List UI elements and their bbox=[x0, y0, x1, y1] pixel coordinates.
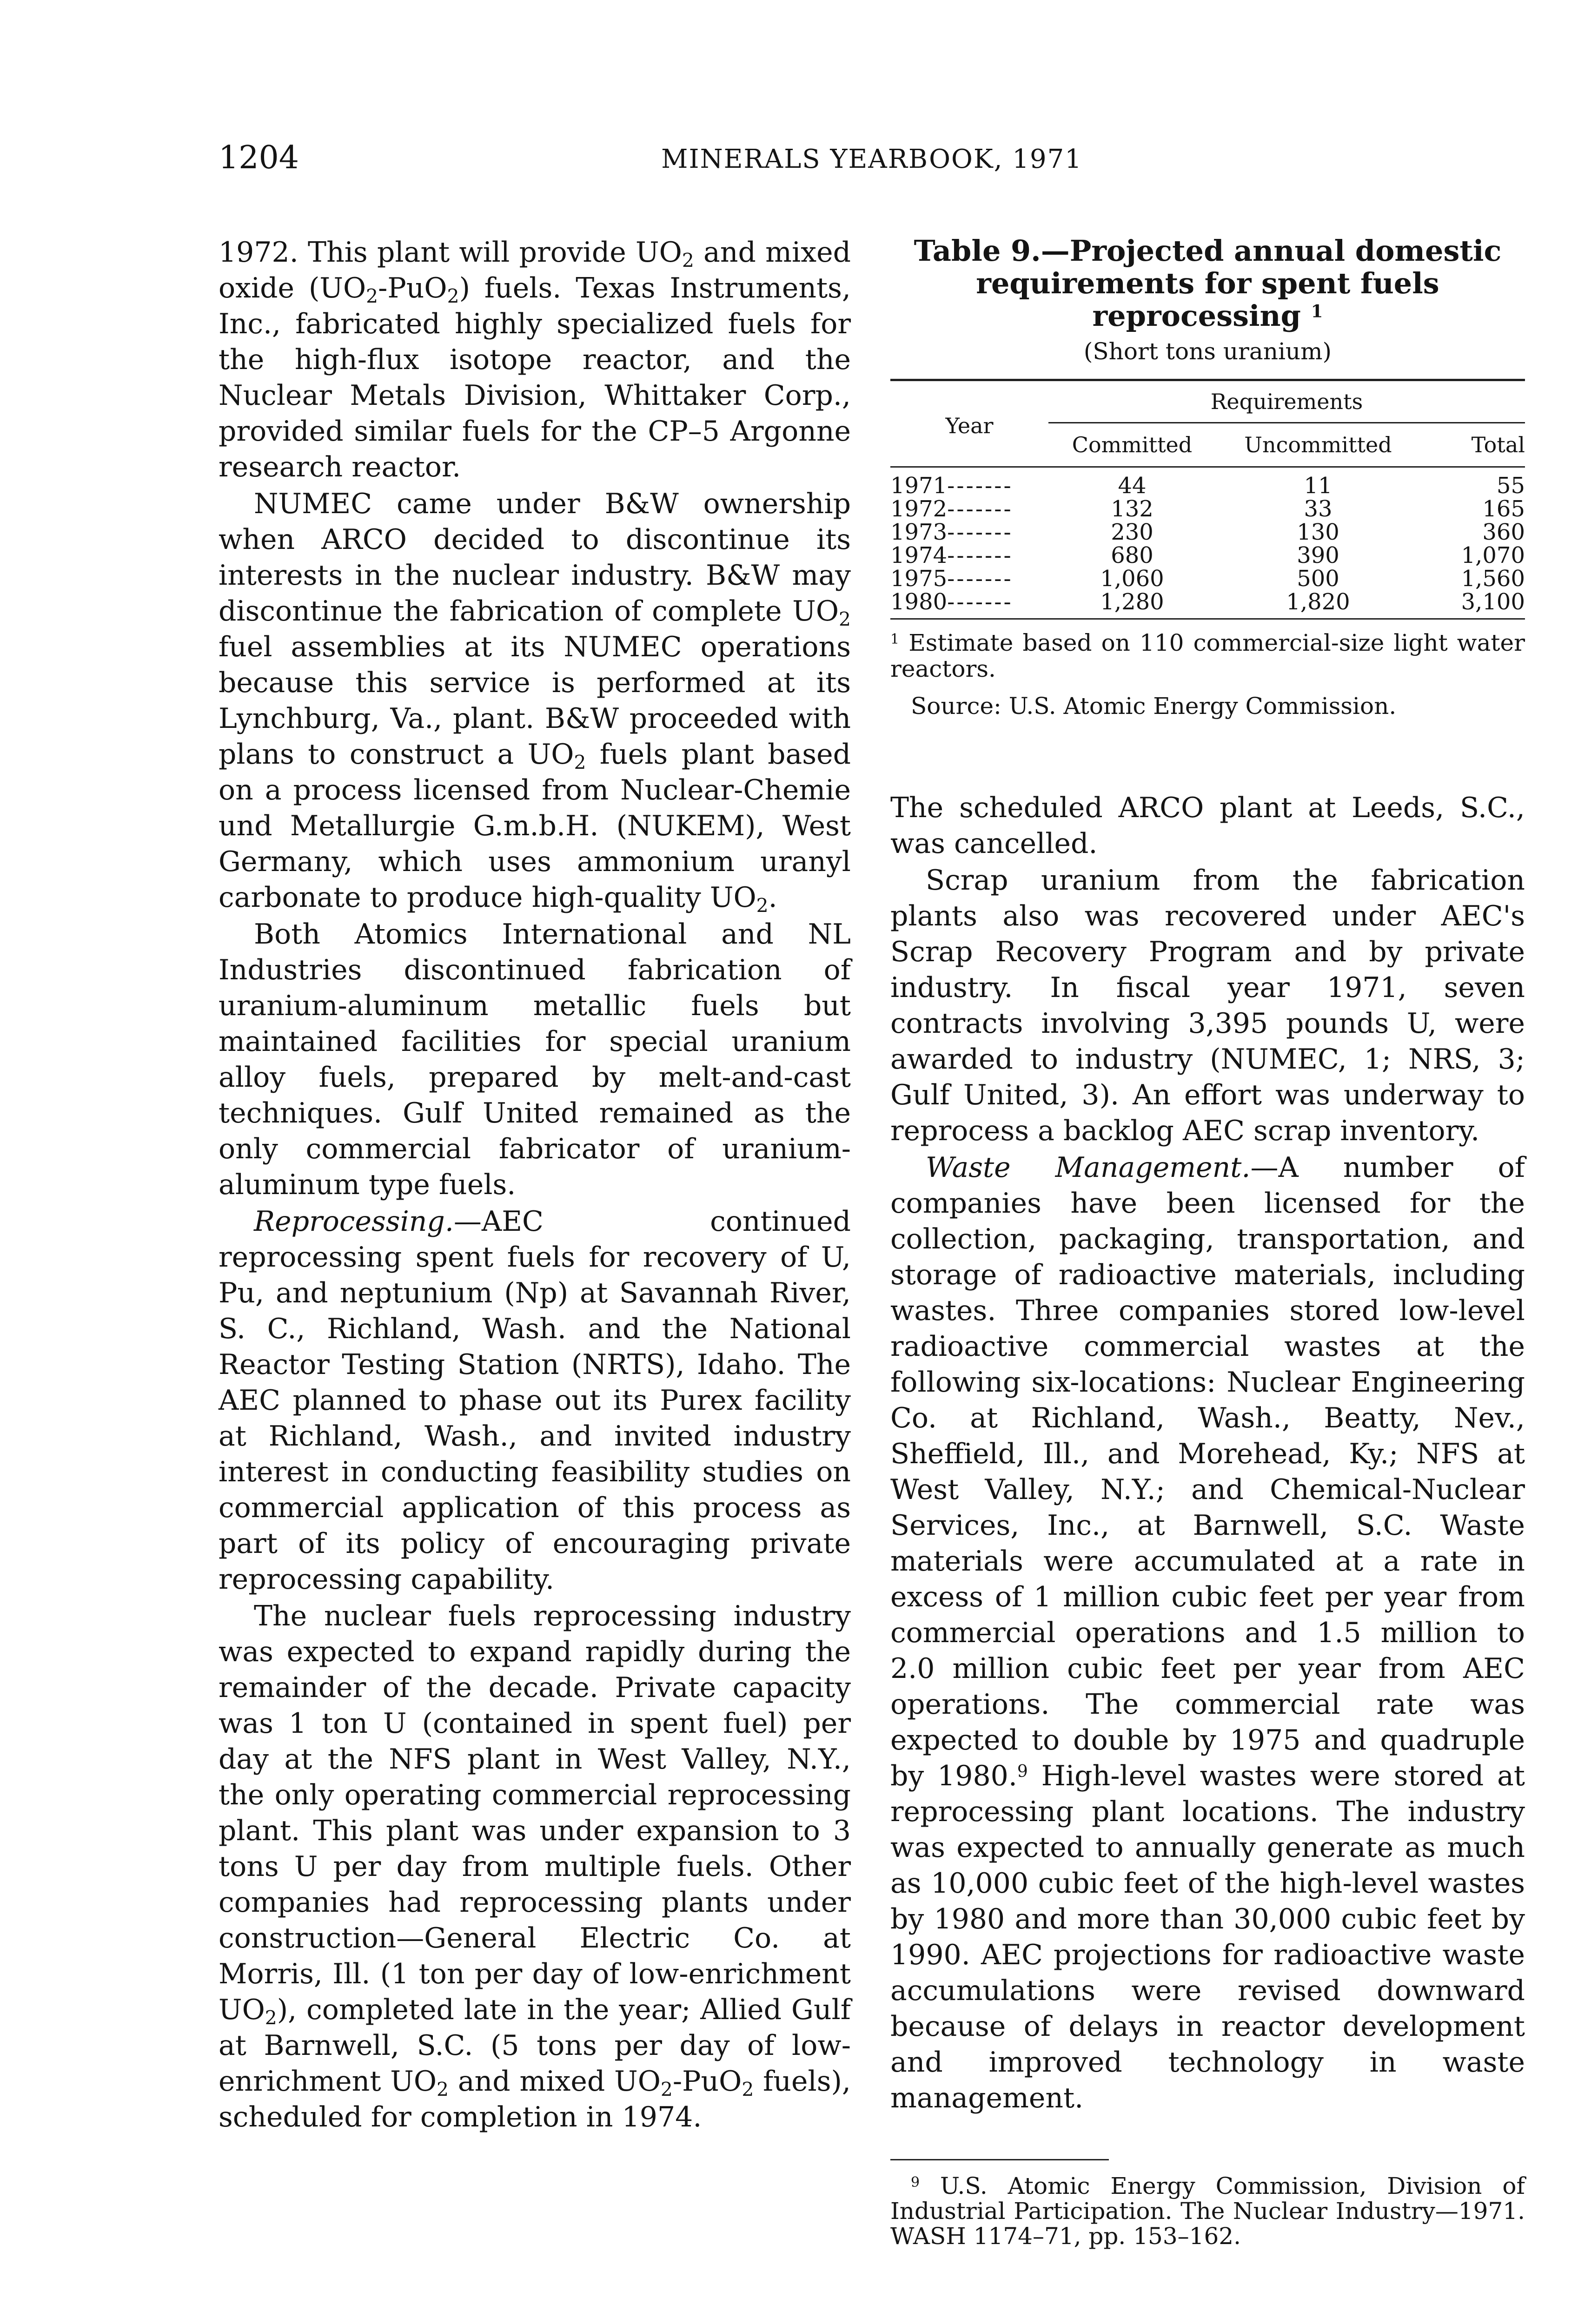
table-row: 1974------- 680 390 1,070 bbox=[890, 542, 1525, 568]
table-9 bbox=[890, 235, 1525, 790]
paragraph-atomics-international: Both Atomics International and NL Industries discontinued fabrication of uranium-aluminum metallic fuels but maintained facilities for special uranium alloy fuels, prepared by melt-and-cast techniques. Gulf United remained as the only commercial fabricator of uranium-aluminum type fuels. bbox=[219, 918, 851, 1201]
table-source: Source: U.S. Atomic Energy Commission. bbox=[911, 693, 1397, 720]
paragraph-reprocessing: Reprocessing.—AEC continued reprocessing spent fuels for recovery of U, Pu, and neptunium (Np) at Savannah River, S. C., Richland, Wash. and the National Reactor Testing Station (NRTS), Idaho. The AEC planned to phase out its Purex facility at Richland, Wash., and invited industry interest in conducting feasibility studies on commercial application of this process as part of its policy of encouraging private reprocessing capability. bbox=[219, 1205, 851, 1596]
paragraph-numec: NUMEC came under B&W ownership when ARCO decided to discontinue its interests in the nuclear industry. B&W may discontinue the fabrication of complete $UO_2$ fuel assemblies at its NUMEC operations because this service is performed at its Lynchburg, Va., plant. B&W proceeded with plans to construct a $UO_2$ fuels plant based on a process licensed from Nuclear-Chemie und Metallurgie G.m.b.H. (NUKEM), West Germany, which uses ammonium uranyl carbonate to produce high-quality $UO_2$. bbox=[219, 488, 851, 917]
table-row: 1973------- 230 130 360 bbox=[890, 519, 1525, 545]
section-lead-waste-management: Waste Management. bbox=[926, 1151, 1251, 1184]
right-column bbox=[890, 235, 1525, 2249]
table-row: 1980------- 1,280 1,820 3,100 bbox=[890, 590, 1525, 619]
left-column bbox=[219, 235, 851, 2135]
page-header-title: MINERALS YEARBOOK, 1971 bbox=[661, 144, 1082, 174]
table-footnote: $^1$ Estimate based on 110 commercial-size light water reactors. bbox=[890, 629, 1525, 682]
column-header-committed: Committed bbox=[1048, 423, 1216, 467]
table-row: 1971------- 44 11 55 bbox=[890, 473, 1525, 499]
column-header-year: Year bbox=[890, 380, 1048, 467]
paragraph-waste-management: Waste Management.—A number of companies have been licensed for the collection, packaging, transportation, and storage of radioactive materials, including wastes. Three companies stored low-level radioactive commercial wastes at the following six-locations: Nuclear Engineering Co. at Richland, Wash., Beatty, Nev., Sheffield, Ill., and Morehead, Ky.; NFS at West Valley, N.Y.; and Chemical-Nuclear Services, Inc., at Barnwell, S.C. Waste materials were accumulated at a rate in excess of 1 million cubic feet per year from commercial operations and 1.5 million to 2.0 million cubic feet per year from AEC operations. The commercial rate was expected to double by 1975 and quadruple by 1980.$^9$ High-level wastes were stored at reprocessing plant locations. The industry was expected to annually generate as much as 10,000 cubic feet of the high-level wastes by 1980 and more than 30,000 cubic feet by 1990. AEC projections for radioactive waste accumulations were revised downward because of delays in reactor development and improved technology in waste management. bbox=[890, 1151, 1525, 2114]
footnote-ref-9: 9 bbox=[1017, 1762, 1028, 1781]
table-row: 1975------- 1,060 500 1,560 bbox=[890, 566, 1525, 592]
column-header-total: Total bbox=[1420, 423, 1525, 467]
paragraph-reprocessing-industry: The nuclear fuels reprocessing industry was expected to expand rapidly during the remainder of the decade. Private capacity was 1 ton U (contained in spent fuel) per day at the NFS plant in West Valley, N.Y., the only operating commercial reprocessing plant. This plant was under expansion to 3 tons U per day from multiple fuels. Other companies had reprocessing plants under construction—General Electric Co. at Morris, Ill. (1 ton per day of low-enrichment $UO_2$), completed late in the year; Allied Gulf at Barnwell, S.C. (5 tons per day of low-enrichment $UO_2$ and mixed $UO_2-PuO_2$ fuels), scheduled for completion in 1974. bbox=[219, 1600, 851, 2133]
paragraph-fuels-fabricators: 1972. This plant will provide $UO_2$ and mixed oxide $(UO_2-PuO_2)$ fuels. Texas Instruments, Inc., fabricated highly specialized fuels for the high-flux isotope reactor, and the Nuclear Metals Division, Whittaker Corp., provided similar fuels for the CP–5 Argonne research reactor. bbox=[219, 236, 851, 483]
table-title-footnote-mark: 1 bbox=[1311, 301, 1323, 322]
paragraph-scrap-uranium: Scrap uranium from the fabrication plants also was recovered under AEC's Scrap Recovery Program and by private industry. In fiscal year 1971, seven contracts involving 3,395 pounds U, were awarded to industry (NUMEC, 1; NRS, 3; Gulf United, 3). An effort was underway to reprocess a backlog AEC scrap inventory. bbox=[890, 864, 1525, 1147]
footnote-divider bbox=[890, 2159, 1109, 2160]
table-unit: (Short tons uranium) bbox=[1083, 338, 1332, 365]
requirements-table bbox=[890, 379, 1525, 620]
page-number: 1204 bbox=[219, 139, 299, 176]
column-header-uncommitted: Uncommitted bbox=[1216, 423, 1420, 467]
section-lead-reprocessing: Reprocessing. bbox=[254, 1205, 454, 1238]
running-head bbox=[219, 139, 1525, 181]
table-title: Table 9.—Projected annual domestic requirements for spent fuels reprocessing $^1$ bbox=[914, 234, 1502, 333]
paragraph-arco-leeds: The scheduled ARCO plant at Leeds, S.C., was cancelled. bbox=[890, 792, 1525, 860]
column-header-requirements: Requirements bbox=[1048, 380, 1525, 423]
table-row: 1972------- 132 33 165 bbox=[890, 496, 1525, 522]
footnote-9: $^9$ U.S. Atomic Energy Commission, Division of Industrial Participation. The Nuclear Industry—1971. WASH 1174–71, pp. 153–162. bbox=[890, 2172, 1525, 2250]
